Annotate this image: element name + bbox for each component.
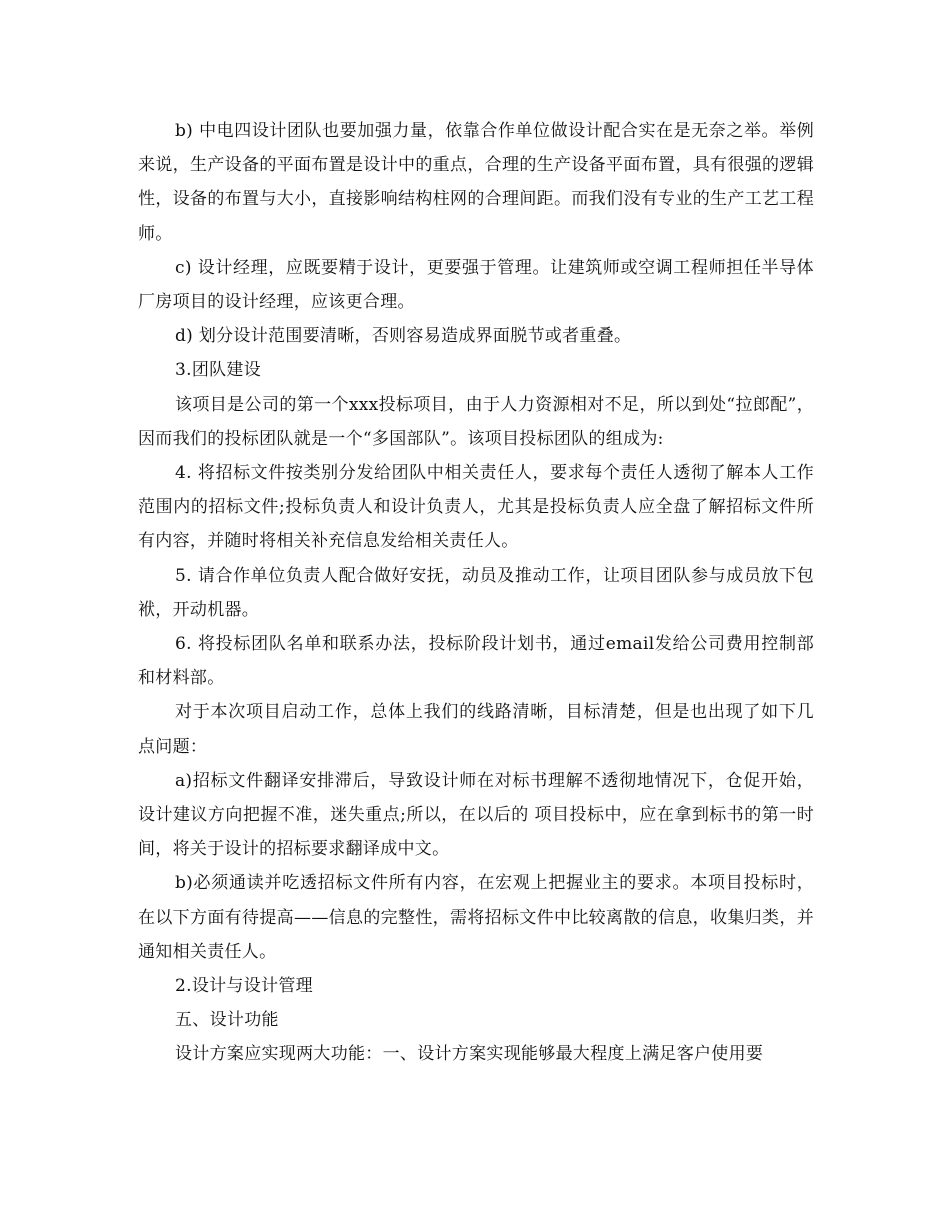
section-heading-design-function: 五、设计功能 bbox=[175, 1010, 279, 1031]
paragraph-design-function: 设计方案应实现两大功能：一、设计方案实现能够最大程度上满足客户使用要 bbox=[175, 1044, 764, 1065]
section-heading-team-building: 3.团队建设 bbox=[175, 360, 262, 381]
document-body bbox=[138, 114, 814, 1072]
paragraph-summary: 对于本次项目启动工作，总体上我们的线路清晰，目标清楚，但是也出现了如下几点问题： bbox=[138, 702, 814, 757]
paragraph-issue-a: a)招标文件翻译安排滞后，导致设计师在对标书理解不透彻地情况下，仓促开始，设计建议方向把握不准，迷失重点;所以，在以后的 项目投标中，应在拿到标书的第一时间，将关于设计的招标要求翻译成中文。 bbox=[138, 770, 814, 860]
paragraph-issue-b: b)必须通读并吃透招标文件所有内容，在宏观上把握业主的要求。本项目投标时，在以下方面有待提高——信息的完整性，需将招标文件中比较离散的信息，收集归类，并通知相关责任人。 bbox=[138, 873, 814, 962]
paragraph-item-6: 6. 将投标团队名单和联系办法，投标阶段计划书，通过email发给公司费用控制部和材料部。 bbox=[138, 634, 814, 689]
paragraph-b-design-team: b) 中电四设计团队也要加强力量，依靠合作单位做设计配合实在是无奈之举。举例来说，生产设备的平面布置是设计中的重点，合理的生产设备平面布置，具有很强的逻辑性，设备的布置与大小，直接影响结构柱网的合理间距。而我们没有专业的生产工艺工程师。 bbox=[138, 121, 814, 244]
paragraph-item-5: 5. 请合作单位负责人配合做好安抚，动员及推动工作，让项目团队参与成员放下包袱，开动机器。 bbox=[138, 565, 814, 620]
section-heading-design-management: 2.设计与设计管理 bbox=[175, 976, 313, 997]
paragraph-c-design-manager: c) 设计经理，应既要精于设计，更要强于管理。让建筑师或空调工程师担任半导体厂房项目的设计经理，应该更合理。 bbox=[138, 257, 814, 313]
paragraph-team-composition: 该项目是公司的第一个xxx投标项目，由于人力资源相对不足，所以到处“拉郎配”，因而我们的投标团队就是一个“多国部队”。该项目投标团队的组成为: bbox=[138, 394, 814, 449]
paragraph-d-design-scope: d) 划分设计范围要清晰，否则容易造成界面脱节或者重叠。 bbox=[175, 326, 632, 347]
paragraph-item-4: 4. 将招标文件按类别分发给团队中相关责任人，要求每个责任人透彻了解本人工作范围内的招标文件;投标负责人和设计负责人，尤其是投标负责人应全盘了解招标文件所有内容，并随时将相关补充信息发给相关责任人。 bbox=[138, 463, 814, 552]
